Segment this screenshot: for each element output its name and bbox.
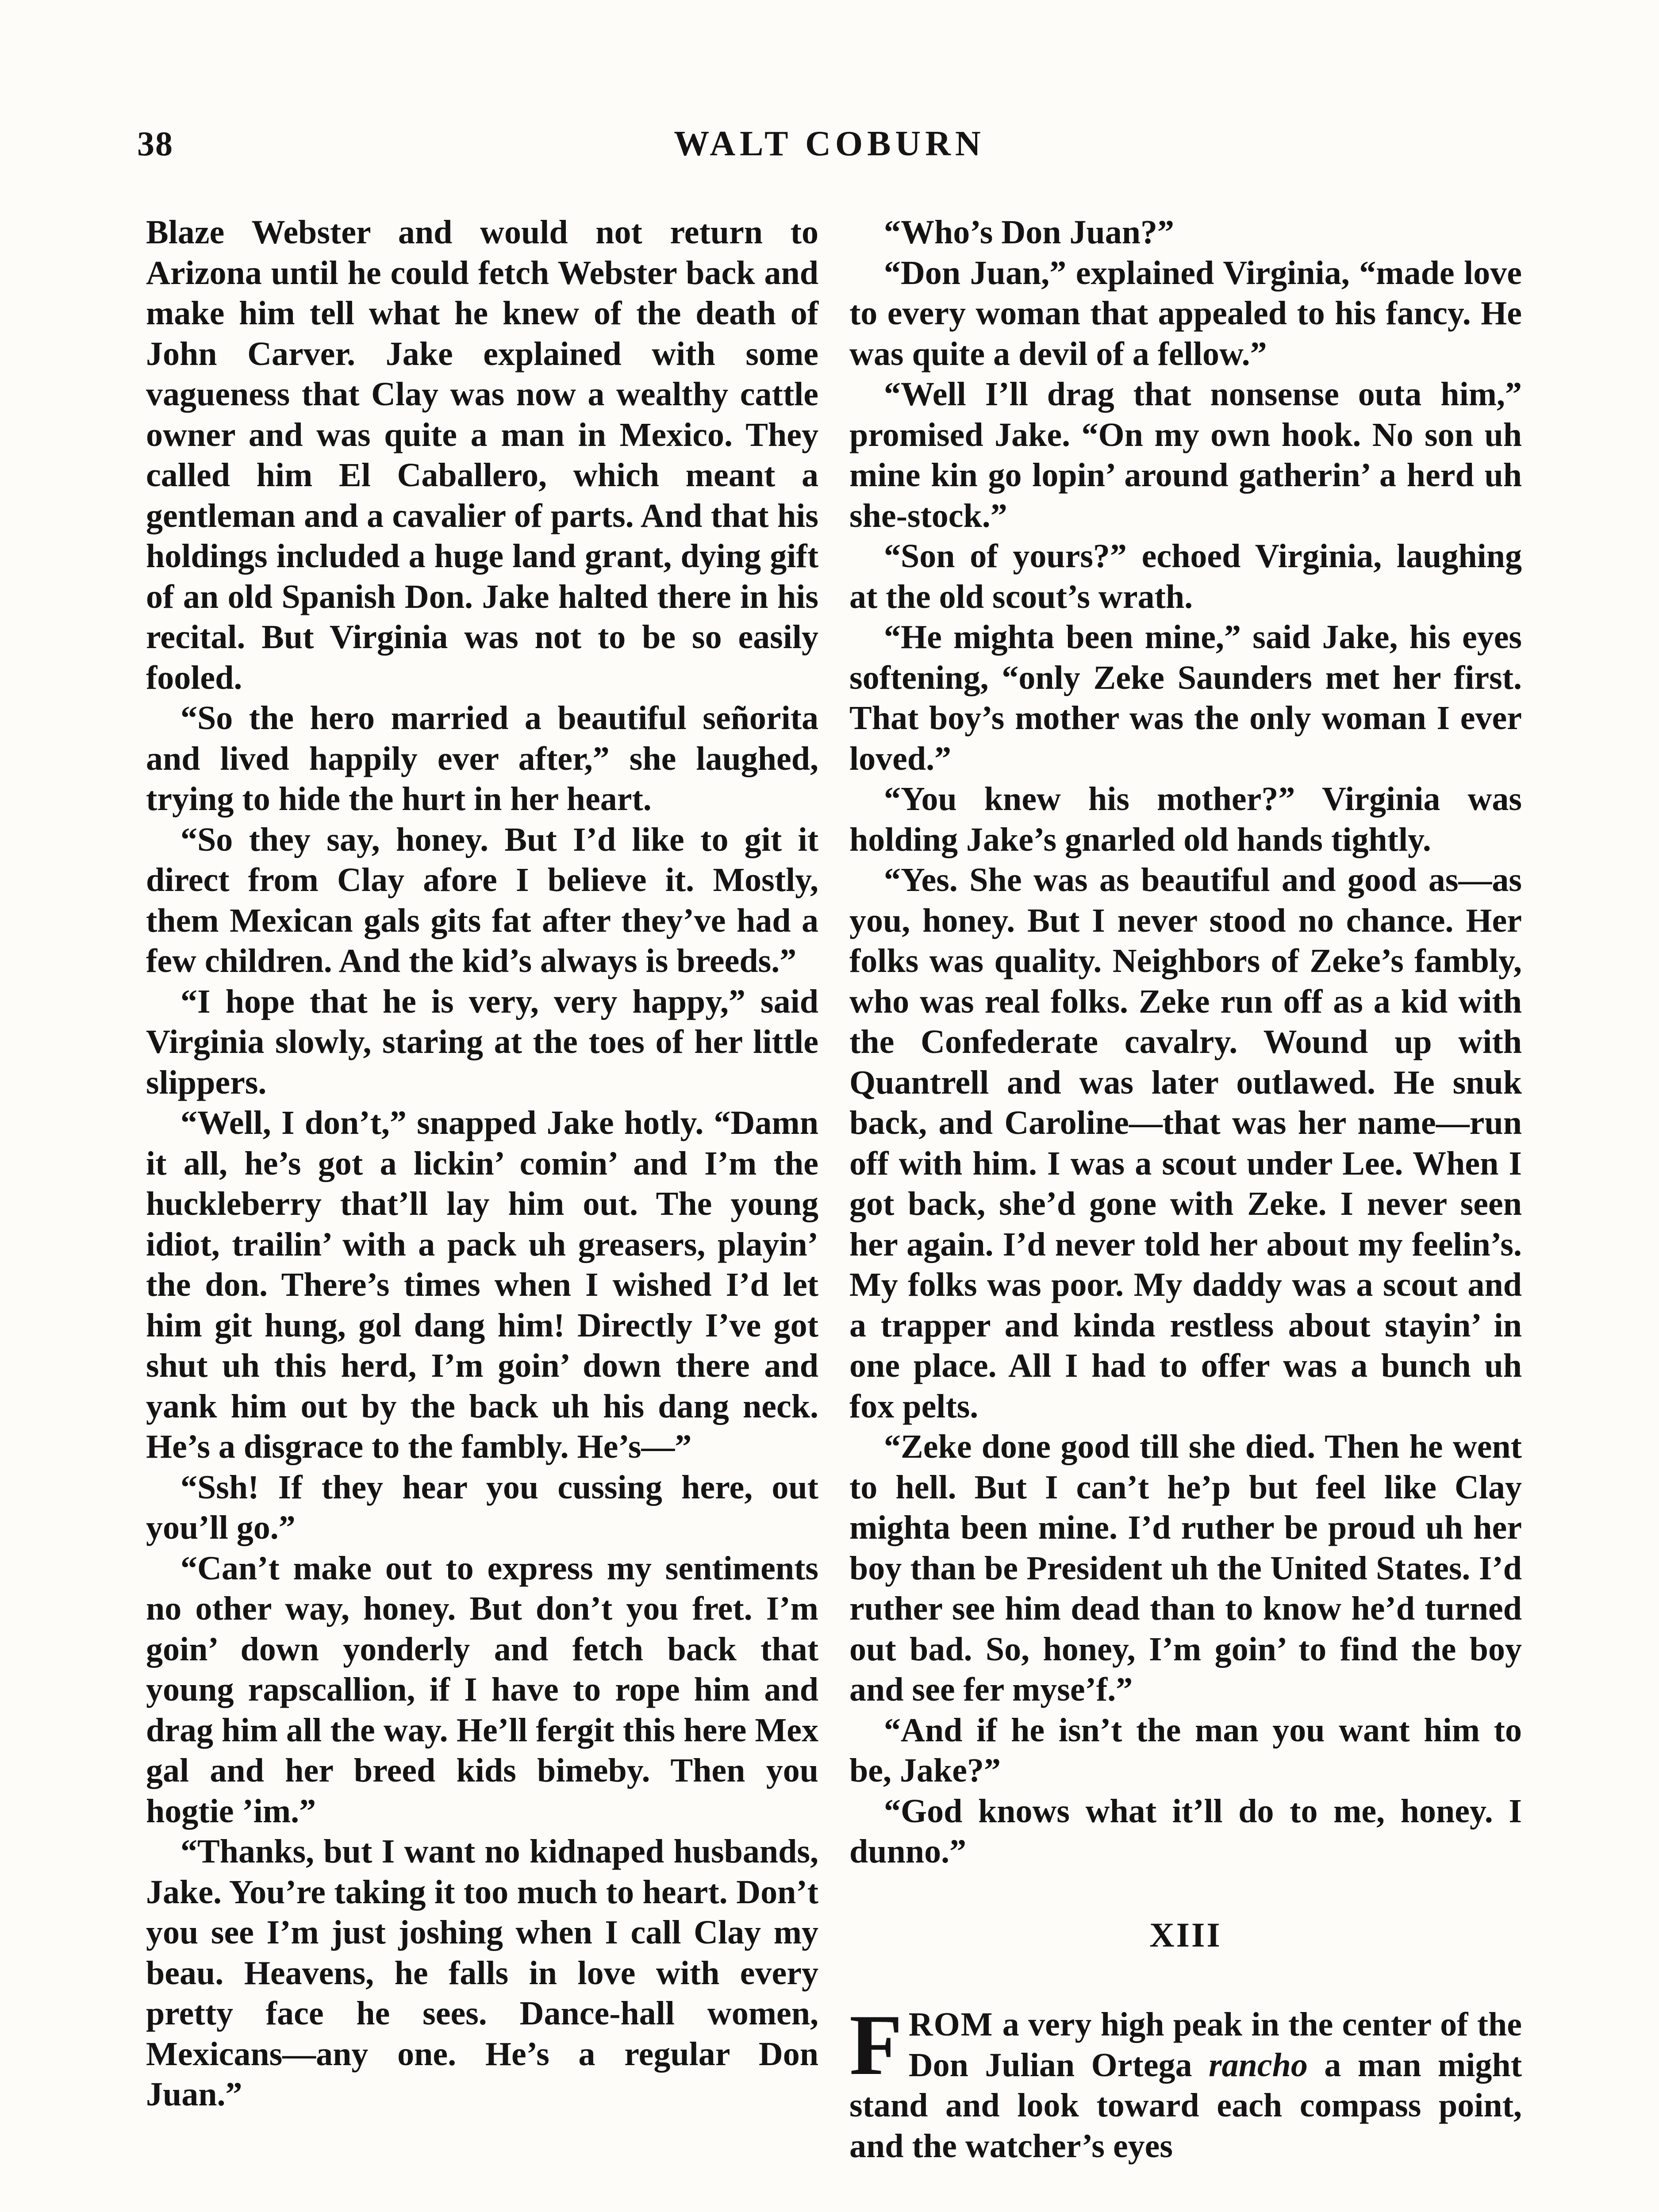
paragraph: “Who’s Don Juan?” [884,214,1175,251]
paragraph: “Don Juan,” explained Virginia, “made love to every woman that appealed to his fancy. He was quite a devil of a fellow.” [849,254,1522,373]
first-word-rest: ROM [908,2006,994,2043]
paragraph: “Can’t make out to express my sentiments no other way, honey. But don’t you fret. I’m goin’ down yonderly and fetch back that young rapscallion, if I have to rope him and drag him all the way. He’ll fergit this here Mex gal and her breed kids bimeby. Then you hogtie ’im.” [146,1549,818,1830]
paragraph: “Thanks, but I want no kidnaped husbands, Jake. You’re taking it too much to heart. Don’t you see I’m just joshing when I call Clay my beau. Heavens, he falls in love with every pretty face he sees. Dance-hall women, Mexicans—any one. He’s a regular Don Juan.” [146,1833,818,2113]
page-number: 38 [137,124,173,163]
paragraph: “Well I’ll drag that nonsense outa him,” promised Jake. “On my own hook. No son uh mine kin go lopin’ around gatherin’ a herd uh she-stock.” [849,376,1522,534]
italic-word: rancho [1209,2046,1308,2084]
paragraph: “Ssh! If they hear you cussing here, out you’ll go.” [146,1468,818,1546]
running-head: WALT COBURN [674,124,985,163]
paragraph: “God knows what it’ll do to me, honey. I dunno.” [849,1792,1522,1870]
paragraph: “Zeke done good till she died. Then he went to hell. But I can’t he’p but feel like Clay mighta been mine. I’d ruther be proud uh her boy than be President uh the United States. I’d ruther see him dead than to know he’d turned out bad. So, honey, I’m goin’ to find the boy and see fer myse’f.” [849,1428,1522,1708]
paragraph: “Son of yours?” echoed Virginia, laughing at the old scout’s wrath. [849,538,1522,615]
paragraph: “And if he isn’t the man you want him to be, Jake?” [849,1711,1522,1789]
paragraph: “I hope that he is very, very happy,” said Virginia slowly, staring at the toes of her little slippers. [146,983,818,1101]
chapter-heading: XIII [1149,1915,1222,1954]
chapter-opening-paragraph [849,1997,1522,2166]
left-column [146,212,818,2115]
paragraph: Blaze Webster and would not return to Arizona until he could fetch Webster back and make him tell what he knew of the death of John Carver. Jake explained with some vagueness that Clay was now a wealthy cattle owner and was quite a man in Mexico. They called him El Caballero, which meant a gentleman and a cavalier of parts. And that his holdings included a huge land grant, dying gift of an old Spanish Don. Jake halted there in his recital. But Virginia was not to be so easily fooled. [146,214,818,696]
right-column [849,212,1522,2166]
paragraph: “So the hero married a beautiful señorita and lived happily ever after,” she laughed, trying to hide the hurt in her heart. [146,699,818,818]
drop-cap: F [849,1997,902,2093]
opening-text: a very high peak in the center of the Don Julian Ortega [908,2006,1522,2084]
paragraph: “You knew his mother?” Virginia was holding Jake’s gnarled old hands tightly. [849,780,1522,858]
paragraph: “So they say, honey. But I’d like to git it direct from Clay afore I believe it. Mostly, them Mexican gals gits fat after they’ve had a few children. And the kid’s always is breeds.” [146,821,818,979]
paragraph: “Well, I don’t,” snapped Jake hotly. “Damn it all, he’s got a lickin’ comin’ and I’m the huckleberry that’ll lay him out. The young idiot, trailin’ with a pack uh greasers, playin’ the don. There’s times when I wished I’d let him git hung, gol dang him! Directly I’ve got shut uh this herd, I’m goin’ down there and yank him out by the back uh his dang neck. He’s a disgrace to the fambly. He’s—” [146,1104,818,1465]
paragraph: “He mighta been mine,” said Jake, his eyes softening, “only Zeke Saunders met her first. That boy’s mother was the only woman I ever loved.” [849,618,1522,777]
page-header [0,124,1659,173]
paragraph: “Yes. She was as beautiful and good as—as you, honey. But I never stood no chance. Her folks was quality. Neighbors of Zeke’s fambly, who was real folks. Zeke run off as a kid with the Confederate cavalry. Wound up with Quantrell and was later outlawed. He snuk back, and Caroline—that was her name—run off with him. I was a scout under Lee. When I got back, she’d gone with Zeke. I never seen her again. I’d never told her about my feelin’s. My folks was poor. My daddy was a scout and a trapper and kinda restless about stayin’ in one place. All I had to offer was a bunch uh fox pelts. [849,861,1522,1425]
opening-text-continued: a man might stand and look toward each compass point, and the watcher’s eyes [849,2046,1522,2165]
